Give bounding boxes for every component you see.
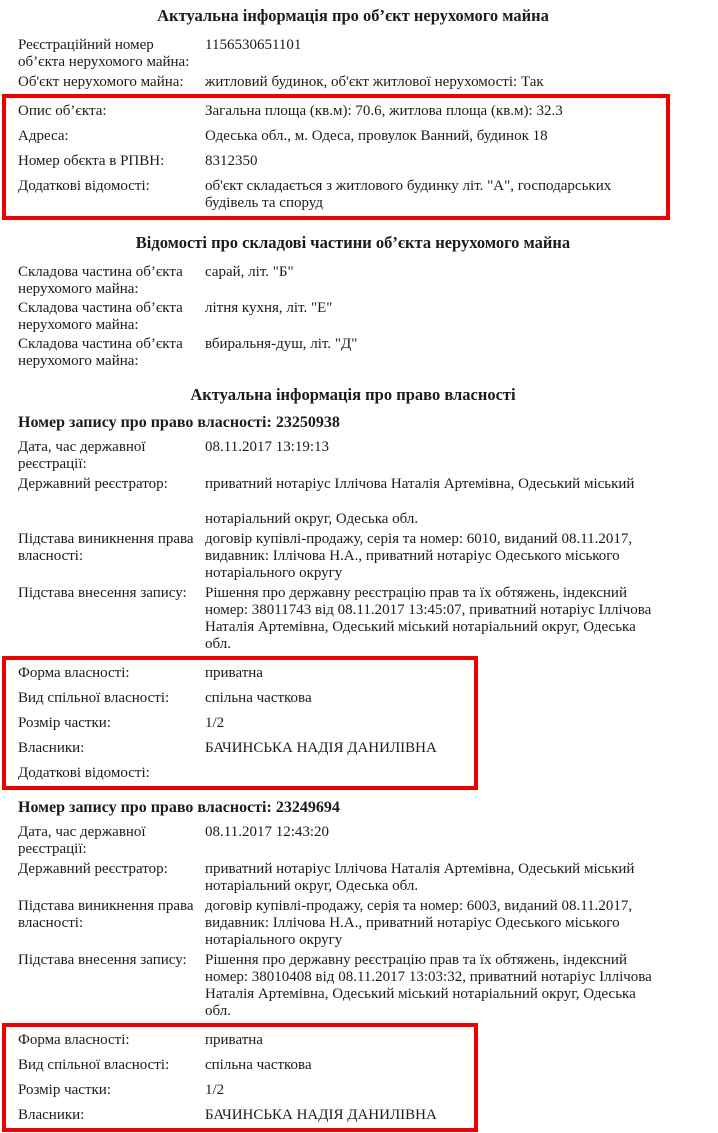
field-row-state-registrar — [18, 861, 688, 895]
field-label: Реєстраційний номер об’єкта нерухомого майна: — [18, 37, 190, 70]
field-value: 08.11.2017 13:19:13 — [205, 439, 330, 455]
field-row-component-2 — [18, 300, 688, 334]
field-label: Підстава внесення запису: — [18, 585, 187, 601]
highlight-box-object-details — [2, 94, 670, 220]
field-label: Власники: — [18, 740, 85, 756]
field-value: сарай, літ. "Б" — [205, 264, 294, 280]
record-heading-23249694: Номер запису про право власності: 23249694 — [18, 799, 340, 816]
field-label: Державний реєстратор: — [18, 476, 168, 492]
field-value: Одеська обл., м. Одеса, провулок Ванний, будинок 18 — [205, 128, 548, 144]
field-row-record-ground — [18, 952, 688, 1020]
field-label: Адреса: — [18, 128, 69, 144]
field-value: спільна часткова — [205, 1057, 312, 1073]
field-value: приватна — [205, 1032, 263, 1048]
field-value: спільна часткова — [205, 690, 312, 706]
field-row-object-type — [18, 74, 688, 91]
field-label: Державний реєстратор: — [18, 861, 168, 877]
field-value: вбиральня-душ, літ. "Д" — [205, 336, 358, 352]
field-value: приватний нотаріус Іллічова Наталія Артемівна, Одеський міський нотаріальний округ, Одеська обл. — [205, 861, 635, 894]
field-value: Загальна площа (кв.м): 70.6, житлова площа (кв.м): 32.3 — [205, 103, 563, 119]
field-row-rpvn-number — [18, 153, 660, 170]
field-label: Складова частина об’єкта нерухомого майна: — [18, 264, 183, 297]
field-label: Розмір частки: — [18, 715, 111, 731]
field-row-owners — [18, 1107, 468, 1124]
field-value: 1/2 — [205, 1082, 225, 1098]
record-2-rows — [18, 824, 688, 1020]
field-label: Об'єкт нерухомого майна: — [18, 74, 184, 90]
field-value: літня кухня, літ. "Е" — [205, 300, 333, 316]
field-value — [205, 476, 656, 528]
field-row-additional-info — [18, 765, 468, 782]
field-row-state-registrar — [18, 476, 688, 528]
field-row-component-3 — [18, 336, 688, 370]
record-heading-23250938: Номер запису про право власності: 23250938 — [18, 414, 340, 431]
field-label: Підстава виникнення права власності: — [18, 531, 194, 564]
field-value: Рішення про державну реєстрацію прав та їх обтяжень, індексний номер: 38010408 від 08.11.2017 13:03:32, приватний нотаріус Іллічова Наталія Артемівна, Одеський міський нотаріальний округ, Одеська обл. — [205, 952, 652, 1019]
field-row-component-1 — [18, 264, 688, 298]
field-label: Додаткові відомості: — [18, 765, 150, 781]
field-value-line-1: приватний нотаріус Іллічова Наталія Артемівна, Одеський міський — [205, 476, 635, 492]
field-value: БАЧИНСЬКА НАДІЯ ДАНИЛІВНА — [205, 1107, 437, 1123]
field-label: Дата, час державної реєстрації: — [18, 824, 146, 857]
field-label: Вид спільної власності: — [18, 1057, 170, 1073]
field-row-registration-number — [18, 37, 688, 71]
field-value: приватна — [205, 665, 263, 681]
highlight-box-ownership-1 — [2, 656, 478, 790]
field-label: Складова частина об’єкта нерухомого майна: — [18, 300, 183, 333]
field-row-owners — [18, 740, 468, 757]
field-label: Номер обєкта в РПВН: — [18, 153, 165, 169]
field-row-registration-datetime — [18, 439, 688, 473]
section-title-object-info: Актуальна інформація про об’єкт нерухомого майна — [157, 6, 549, 25]
field-value: об'єкт складається з житлового будинку літ. "А", господарських будівель та споруд — [205, 178, 612, 211]
highlight-box-ownership-2 — [2, 1023, 478, 1132]
field-value: житловий будинок, об'єкт житлової нерухомості: Так — [205, 74, 544, 90]
section-title-components: Відомості про складові частини об’єкта нерухомого майна — [135, 233, 571, 252]
field-row-ownership-ground — [18, 531, 688, 582]
section-title-ownership: Актуальна інформація про право власності — [190, 385, 516, 404]
field-label: Розмір частки: — [18, 1082, 111, 1098]
field-row-common-ownership-type — [18, 690, 468, 707]
field-label: Дата, час державної реєстрації: — [18, 439, 146, 472]
field-value: 08.11.2017 12:43:20 — [205, 824, 330, 840]
field-value: договір купівлі-продажу, серія та номер: 6003, виданий 08.11.2017, видавник: Іллічова Н.А., приватний нотаріус Одеського міського нотаріального округу — [205, 898, 633, 948]
field-row-ownership-form — [18, 1032, 468, 1049]
field-row-address — [18, 128, 660, 145]
record-1-rows — [18, 439, 688, 653]
field-row-record-ground — [18, 585, 688, 653]
field-label: Вид спільної власності: — [18, 690, 170, 706]
field-value: договір купівлі-продажу, серія та номер: 6010, виданий 08.11.2017, видавник: Іллічова Н.А., приватний нотаріус Одеського міського нотаріального округу — [205, 531, 633, 581]
field-label: Опис об’єкта: — [18, 103, 107, 119]
field-label: Власники: — [18, 1107, 85, 1123]
field-label: Форма власності: — [18, 665, 130, 681]
components-rows — [18, 264, 688, 370]
field-value-line-2: нотаріальний округ, Одеська обл. — [205, 511, 419, 527]
field-row-share-size — [18, 1082, 468, 1099]
field-row-common-ownership-type — [18, 1057, 468, 1074]
object-info-rows — [18, 37, 688, 91]
field-value: БАЧИНСЬКА НАДІЯ ДАНИЛІВНА — [205, 740, 437, 756]
field-value: 1156530651101 — [205, 37, 302, 53]
field-label: Складова частина об’єкта нерухомого майна: — [18, 336, 183, 369]
field-label: Додаткові відомості: — [18, 178, 150, 194]
field-label: Підстава виникнення права власності: — [18, 898, 194, 931]
field-label: Підстава внесення запису: — [18, 952, 187, 968]
field-row-additional-info — [18, 178, 660, 212]
field-row-registration-datetime — [18, 824, 688, 858]
field-row-ownership-form — [18, 665, 468, 682]
field-value: 1/2 — [205, 715, 225, 731]
field-value: Рішення про державну реєстрацію прав та їх обтяжень, індексний номер: 38011743 від 08.11.2017 13:45:07, приватний нотаріус Іллічова Наталія Артемівна, Одеський міський нотаріальний округ, Одеська обл. — [205, 585, 652, 652]
field-label: Форма власності: — [18, 1032, 130, 1048]
field-value: 8312350 — [205, 153, 258, 169]
field-row-share-size — [18, 715, 468, 732]
field-row-object-description — [18, 103, 660, 120]
field-row-ownership-ground — [18, 898, 688, 949]
